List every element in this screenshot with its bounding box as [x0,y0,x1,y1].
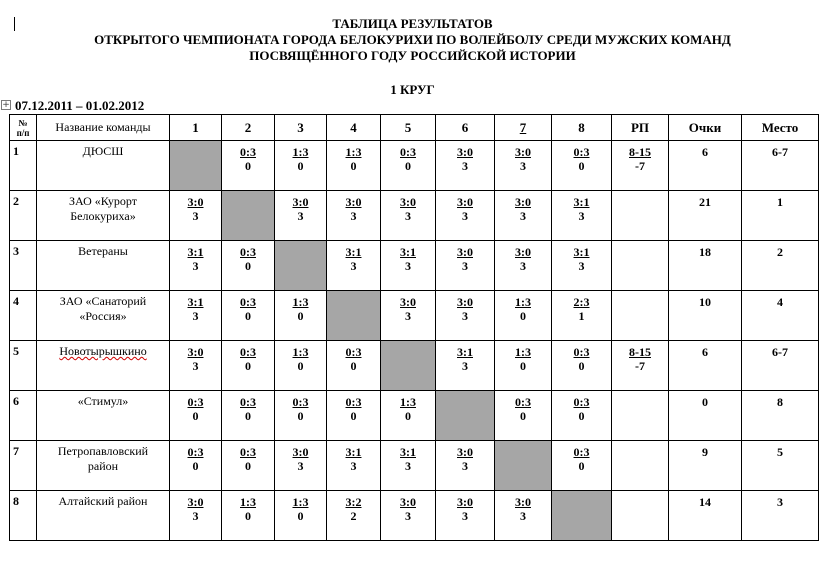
team-name [37,491,170,541]
score-points: 0 [245,509,251,523]
col-header-points: Очки [669,115,742,141]
score-points: 3 [462,209,468,223]
col-header-rp: РП [612,115,669,141]
score-cell [495,341,552,391]
score-points: 0 [245,409,251,423]
score-cell [170,191,222,241]
score-cell [381,141,436,191]
score-sets: 3:0 [345,195,362,209]
score-sets: 0:3 [400,145,416,159]
score-cell [327,141,381,191]
score-cell [275,391,327,441]
rp-cell [612,391,669,441]
score-cell [327,441,381,491]
score-cell [381,391,436,441]
score-sets: 3:1 [573,195,590,209]
score-sets: 0:3 [345,395,362,409]
place-cell: 5 [742,441,819,491]
score-points: 2 [350,509,357,523]
score-sets: 0:3 [345,345,362,359]
score-sets: 0:3 [187,395,204,409]
score-points: 0 [578,459,585,473]
score-sets: 0:3 [240,395,256,409]
place-cell: 3 [742,491,819,541]
rp-cell [612,341,669,391]
doc-title-line3: ПОСВЯЩЁННОГО ГОДУ РОССИЙСКОЙ ИСТОРИИ [249,48,576,63]
score-cell [275,141,327,191]
score-cell [222,291,275,341]
score-cell [170,391,222,441]
score-cell [275,441,327,491]
doc-title-line1: ТАБЛИЦА РЕЗУЛЬТАТОВ [332,16,493,31]
score-points: 0 [350,359,357,373]
team-name-line2: Белокуриха» [70,209,136,223]
score-sets: 3:1 [345,245,362,259]
score-cell [275,491,327,541]
score-sets: 1:3 [292,345,309,359]
score-points: 3 [350,209,357,223]
diagonal-cell [327,291,381,341]
rp-cell [612,491,669,541]
place-cell: 6-7 [742,141,819,191]
score-cell [381,241,436,291]
score-cell [275,191,327,241]
table-row [10,391,819,441]
score-sets: 0:3 [240,445,256,459]
score-cell [222,241,275,291]
score-points: 0 [245,309,251,323]
score-cell [552,241,612,291]
score-points: 3 [462,159,468,173]
score-cell [495,491,552,541]
score-sets: 0:3 [240,295,256,309]
team-name-line1: ЗАО «Санаторий [59,294,147,308]
diagonal-cell [381,341,436,391]
score-sets: 3:0 [292,195,309,209]
score-points: 0 [297,409,304,423]
score-cell [170,241,222,291]
table-move-handle-icon[interactable]: + [2,100,10,110]
score-cell [170,441,222,491]
team-name-line1: Алтайский район [58,494,148,508]
score-cell [381,291,436,341]
score-points: 3 [350,459,357,473]
score-sets: 3:0 [187,495,204,509]
score-cell [436,291,495,341]
team-name [37,391,170,441]
rp-diff: -7 [635,159,645,173]
score-cell [222,341,275,391]
col-header-2: 2 [222,115,275,141]
score-points: 3 [192,259,199,273]
score-sets: 1:3 [515,345,531,359]
score-points: 3 [405,209,411,223]
row-number: 6 [10,391,37,441]
team-name-line1: Новотырышкино [59,344,147,358]
score-points: 0 [350,159,357,173]
diagonal-cell [552,491,612,541]
score-sets: 3:0 [400,295,416,309]
points-cell: 10 [669,291,742,341]
score-sets: 3:0 [457,495,473,509]
col-header-7: 7 [495,115,552,141]
col-header-5: 5 [381,115,436,141]
score-sets: 3:2 [345,495,362,509]
col-header-3: 3 [275,115,327,141]
team-name [37,241,170,291]
table-row [10,491,819,541]
score-sets: 3:1 [187,295,204,309]
score-points: 3 [578,259,585,273]
score-sets: 3:0 [457,195,473,209]
col-header-name: Название команды [37,115,170,141]
score-points: 3 [192,209,199,223]
score-cell [552,391,612,441]
score-sets: 3:0 [457,295,473,309]
score-cell [222,391,275,441]
row-number: 5 [10,341,37,391]
table-row [10,141,819,191]
score-points: 0 [520,359,526,373]
score-sets: 3:1 [345,445,362,459]
score-cell [275,341,327,391]
score-sets: 1:3 [292,495,309,509]
rp-diff: -7 [635,359,645,373]
score-points: 3 [405,259,411,273]
score-points: 3 [192,359,199,373]
score-sets: 1:3 [292,295,309,309]
score-sets: 1:3 [515,295,531,309]
score-sets: 3:1 [573,245,590,259]
score-points: 3 [520,159,526,173]
score-sets: 3:0 [515,145,531,159]
score-sets: 0:3 [240,145,256,159]
score-points: 3 [405,309,411,323]
diagonal-cell [275,241,327,291]
score-cell [552,441,612,491]
col-header-1: 1 [170,115,222,141]
score-sets: 0:3 [240,245,256,259]
score-points: 3 [520,209,526,223]
col-header-place: Место [742,115,819,141]
score-cell [436,491,495,541]
score-points: 3 [462,259,468,273]
diagonal-cell [170,141,222,191]
rp-value: 8-15 [629,345,651,359]
row-number: 1 [10,141,37,191]
score-cell [222,441,275,491]
points-cell: 9 [669,441,742,491]
score-points: 3 [462,459,468,473]
score-sets: 1:3 [400,395,416,409]
team-name-line1: ЗАО «Курорт [69,194,137,208]
score-cell [552,141,612,191]
place-cell: 4 [742,291,819,341]
points-cell: 0 [669,391,742,441]
score-cell [275,291,327,341]
score-cell [222,141,275,191]
rp-cell [612,191,669,241]
score-sets: 3:1 [457,345,473,359]
score-points: 0 [297,309,304,323]
score-sets: 0:3 [187,445,204,459]
round-label: 1 КРУГ [390,82,435,97]
score-cell [170,291,222,341]
score-points: 0 [520,309,526,323]
score-sets: 3:1 [400,445,416,459]
score-points: 3 [297,209,304,223]
points-cell: 21 [669,191,742,241]
row-number: 7 [10,441,37,491]
score-cell [327,241,381,291]
points-cell: 6 [669,341,742,391]
score-sets: 0:3 [240,345,256,359]
score-sets: 2:3 [573,295,590,309]
score-sets: 3:0 [515,195,531,209]
score-points: 3 [462,359,468,373]
col-header-4: 4 [327,115,381,141]
score-cell [170,491,222,541]
team-name-line2: район [87,459,119,473]
score-cell [327,391,381,441]
score-points: 0 [297,509,304,523]
score-sets: 1:3 [240,495,256,509]
score-cell [552,191,612,241]
team-name [37,141,170,191]
score-cell [495,391,552,441]
score-sets: 3:0 [457,245,473,259]
score-sets: 3:0 [400,195,416,209]
score-points: 0 [520,409,526,423]
score-cell [436,441,495,491]
score-points: 3 [350,259,357,273]
score-points: 0 [405,159,411,173]
score-points: 3 [405,509,411,523]
row-number: 3 [10,241,37,291]
place-cell: 8 [742,391,819,441]
col-header-6: 6 [436,115,495,141]
row-number: 4 [10,291,37,341]
score-points: 0 [245,159,251,173]
score-points: 3 [297,459,304,473]
header-row [10,115,819,141]
diagonal-cell [495,441,552,491]
score-points: 0 [578,359,585,373]
score-points: 0 [245,459,251,473]
score-cell [552,341,612,391]
team-name-line2: «Россия» [79,309,127,323]
row-number: 2 [10,191,37,241]
score-cell [436,141,495,191]
team-name-line1: Петропавловский [57,444,149,458]
score-sets: 3:0 [400,495,416,509]
score-points: 0 [192,459,199,473]
diagonal-cell [222,191,275,241]
team-name [37,441,170,491]
score-sets: 0:3 [515,395,531,409]
score-cell [381,491,436,541]
score-points: 0 [245,259,251,273]
score-points: 3 [192,309,199,323]
team-name-line1: Ветераны [78,244,128,258]
team-name [37,341,170,391]
score-sets: 0:3 [573,145,590,159]
score-cell [495,241,552,291]
points-cell: 18 [669,241,742,291]
col-header-num: № п/п [10,115,37,141]
team-name [37,291,170,341]
rp-cell [612,141,669,191]
score-sets: 3:0 [292,445,309,459]
score-points: 0 [578,409,585,423]
score-sets: 3:0 [515,495,531,509]
score-points: 0 [297,359,304,373]
rp-value: 8-15 [629,145,651,159]
score-cell [327,491,381,541]
place-cell: 1 [742,191,819,241]
score-cell [170,341,222,391]
score-sets: 0:3 [573,445,590,459]
team-name-line1: ДЮСШ [82,144,124,158]
table-row [10,441,819,491]
score-cell [436,241,495,291]
score-sets: 3:0 [457,145,473,159]
score-points: 3 [578,209,585,223]
score-cell [381,191,436,241]
score-sets: 3:1 [187,245,204,259]
rp-cell [612,241,669,291]
score-sets: 0:3 [573,345,590,359]
score-sets: 3:0 [187,345,204,359]
score-points: 1 [578,309,585,323]
table-row [10,291,819,341]
team-name-line1: «Стимул» [77,394,129,408]
score-cell [327,191,381,241]
score-sets: 0:3 [573,395,590,409]
score-points: 3 [405,459,411,473]
rp-cell [612,441,669,491]
score-sets: 3:0 [457,445,473,459]
score-cell [552,291,612,341]
score-points: 3 [192,509,199,523]
score-points: 3 [520,259,526,273]
score-sets: 3:0 [515,245,531,259]
rp-cell [612,291,669,341]
score-cell [436,191,495,241]
table-row [10,191,819,241]
score-points: 0 [578,159,585,173]
period-label: 07.12.2011 – 01.02.2012 [15,98,145,113]
team-name [37,191,170,241]
score-points: 3 [520,509,526,523]
points-cell: 14 [669,491,742,541]
row-number: 8 [10,491,37,541]
score-cell [327,341,381,391]
score-cell [495,291,552,341]
score-sets: 3:0 [187,195,204,209]
score-cell [222,491,275,541]
score-sets: 0:3 [292,395,309,409]
score-points: 3 [462,309,468,323]
score-points: 3 [462,509,468,523]
table-row [10,241,819,291]
points-cell: 6 [669,141,742,191]
table-row [10,341,819,391]
doc-title-line2: ОТКРЫТОГО ЧЕМПИОНАТА ГОРОДА БЕЛОКУРИХИ ПО ВОЛЕЙБОЛУ СРЕДИ МУЖСКИХ КОМАНД [94,32,731,47]
diagonal-cell [436,391,495,441]
place-cell: 6-7 [742,341,819,391]
score-cell [381,441,436,491]
score-sets: 3:1 [400,245,416,259]
col-header-8: 8 [552,115,612,141]
score-points: 0 [297,159,304,173]
score-cell [436,341,495,391]
score-cell [495,191,552,241]
score-points: 0 [405,409,411,423]
score-points: 0 [350,409,357,423]
score-sets: 1:3 [345,145,362,159]
score-cell [495,141,552,191]
score-sets: 1:3 [292,145,309,159]
place-cell: 2 [742,241,819,291]
score-points: 0 [192,409,199,423]
score-points: 0 [245,359,251,373]
results-table [9,114,819,541]
